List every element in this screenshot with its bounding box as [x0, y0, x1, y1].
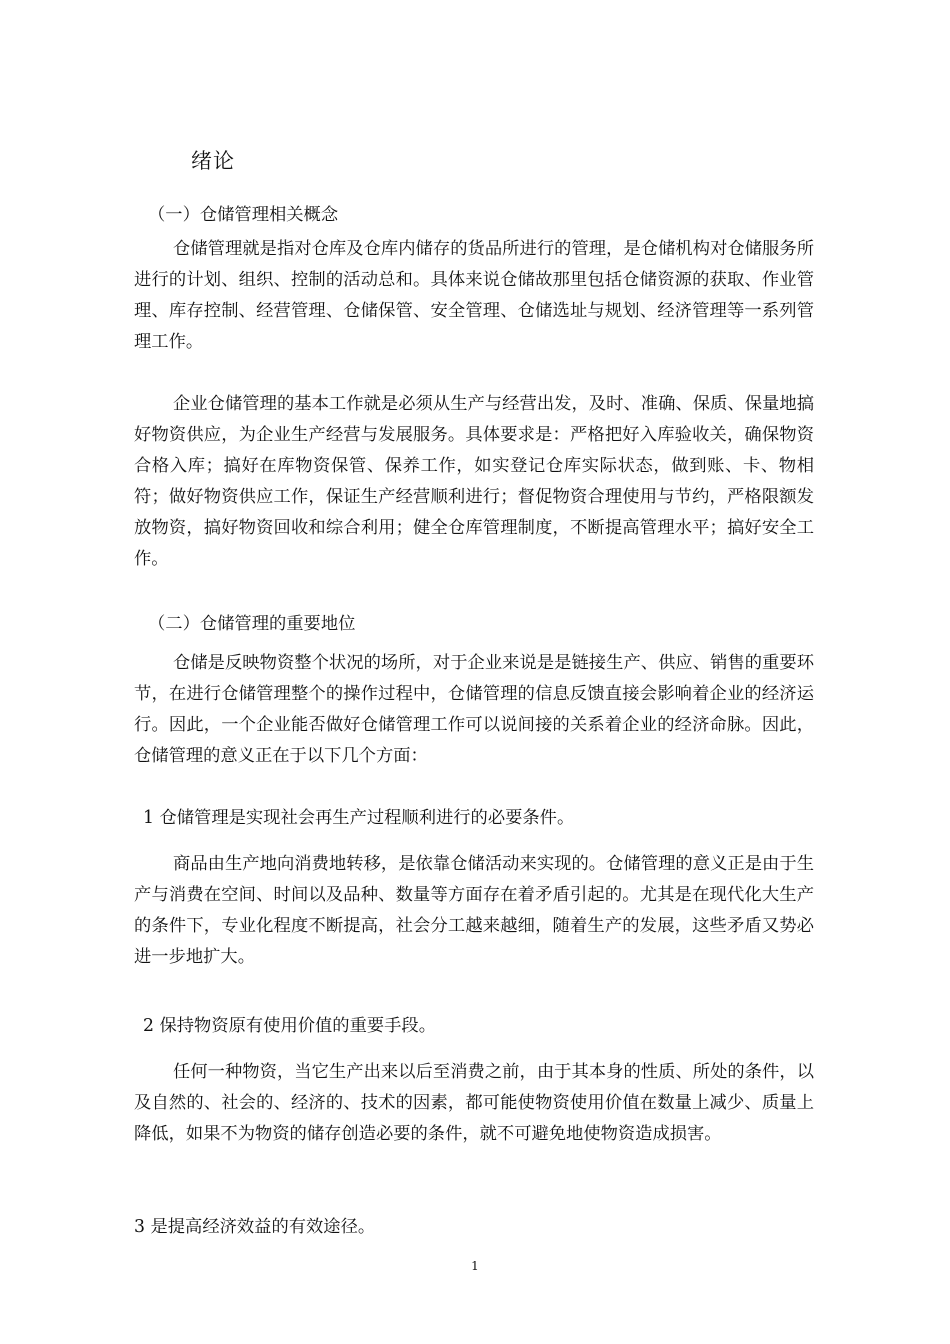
page-title: 绪论 [191, 149, 235, 173]
section-1-paragraph-1: 仓储管理就是指对仓库及仓库内储存的货品所进行的管理，是仓储机构对仓储服务所进行的计划、组织、控制的活动总和。具体来说仓储故那里包括仓储资源的获取、作业管理、库存控制、经营管理、仓储保管、安全管理、仓储选址与规划、经济管理等一系列管理工作。 [134, 239, 814, 352]
point-2-paragraph: 任何一种物资，当它生产出来以后至消费之前，由于其本身的性质、所处的条件，以及自然的、社会的、经济的、技术的因素，都可能使物资使用价值在数量上减少、质量上降低，如果不为物资的储存创造必要的条件，就不可避免地使物资造成损害。 [134, 1062, 814, 1144]
point-1-paragraph: 商品由生产地向消费地转移，是依靠仓储活动来实现的。仓储管理的意义正是由于生产与消费在空间、时间以及品种、数量等方面存在着矛盾引起的。尤其是在现代化大生产的条件下，专业化程度不断提高，社会分工越来越细，随着生产的发展，这些矛盾又势必进一步地扩大。 [134, 854, 814, 967]
section-2-paragraph-1: 仓储是反映物资整个状况的场所，对于企业来说是是链接生产、供应、销售的重要环节，在进行仓储管理整个的操作过程中，仓储管理的信息反馈直接会影响着企业的经济运行。因此，一个企业能否做好仓储管理工作可以说间接的关系着企业的经济命脉。因此，仓储管理的意义正在于以下几个方面： [134, 653, 814, 766]
point-heading-2: 2 保持物资原有使用价值的重要手段。 [143, 1016, 436, 1036]
page-number: 1 [471, 1259, 479, 1273]
section-heading-1: （一）仓储管理相关概念 [148, 205, 339, 225]
section-1-paragraph-2: 企业仓储管理的基本工作就是必须从生产与经营出发，及时、准确、保质、保量地搞好物资供应，为企业生产经营与发展服务。具体要求是：严格把好入库验收关，确保物资合格入库；搞好在库物资保管、保养工作，如实登记仓库实际状态，做到账、卡、物相符；做好物资供应工作，保证生产经营顺利进行；督促物资合理使用与节约，严格限额发放物资，搞好物资回收和综合利用；健全仓库管理制度，不断提高管理水平；搞好安全工作。 [134, 394, 814, 569]
point-heading-1: 1 仓储管理是实现社会再生产过程顺利进行的必要条件。 [143, 808, 575, 828]
section-heading-2: （二）仓储管理的重要地位 [148, 614, 356, 634]
point-heading-3: 3 是提高经济效益的有效途径。 [134, 1217, 376, 1237]
